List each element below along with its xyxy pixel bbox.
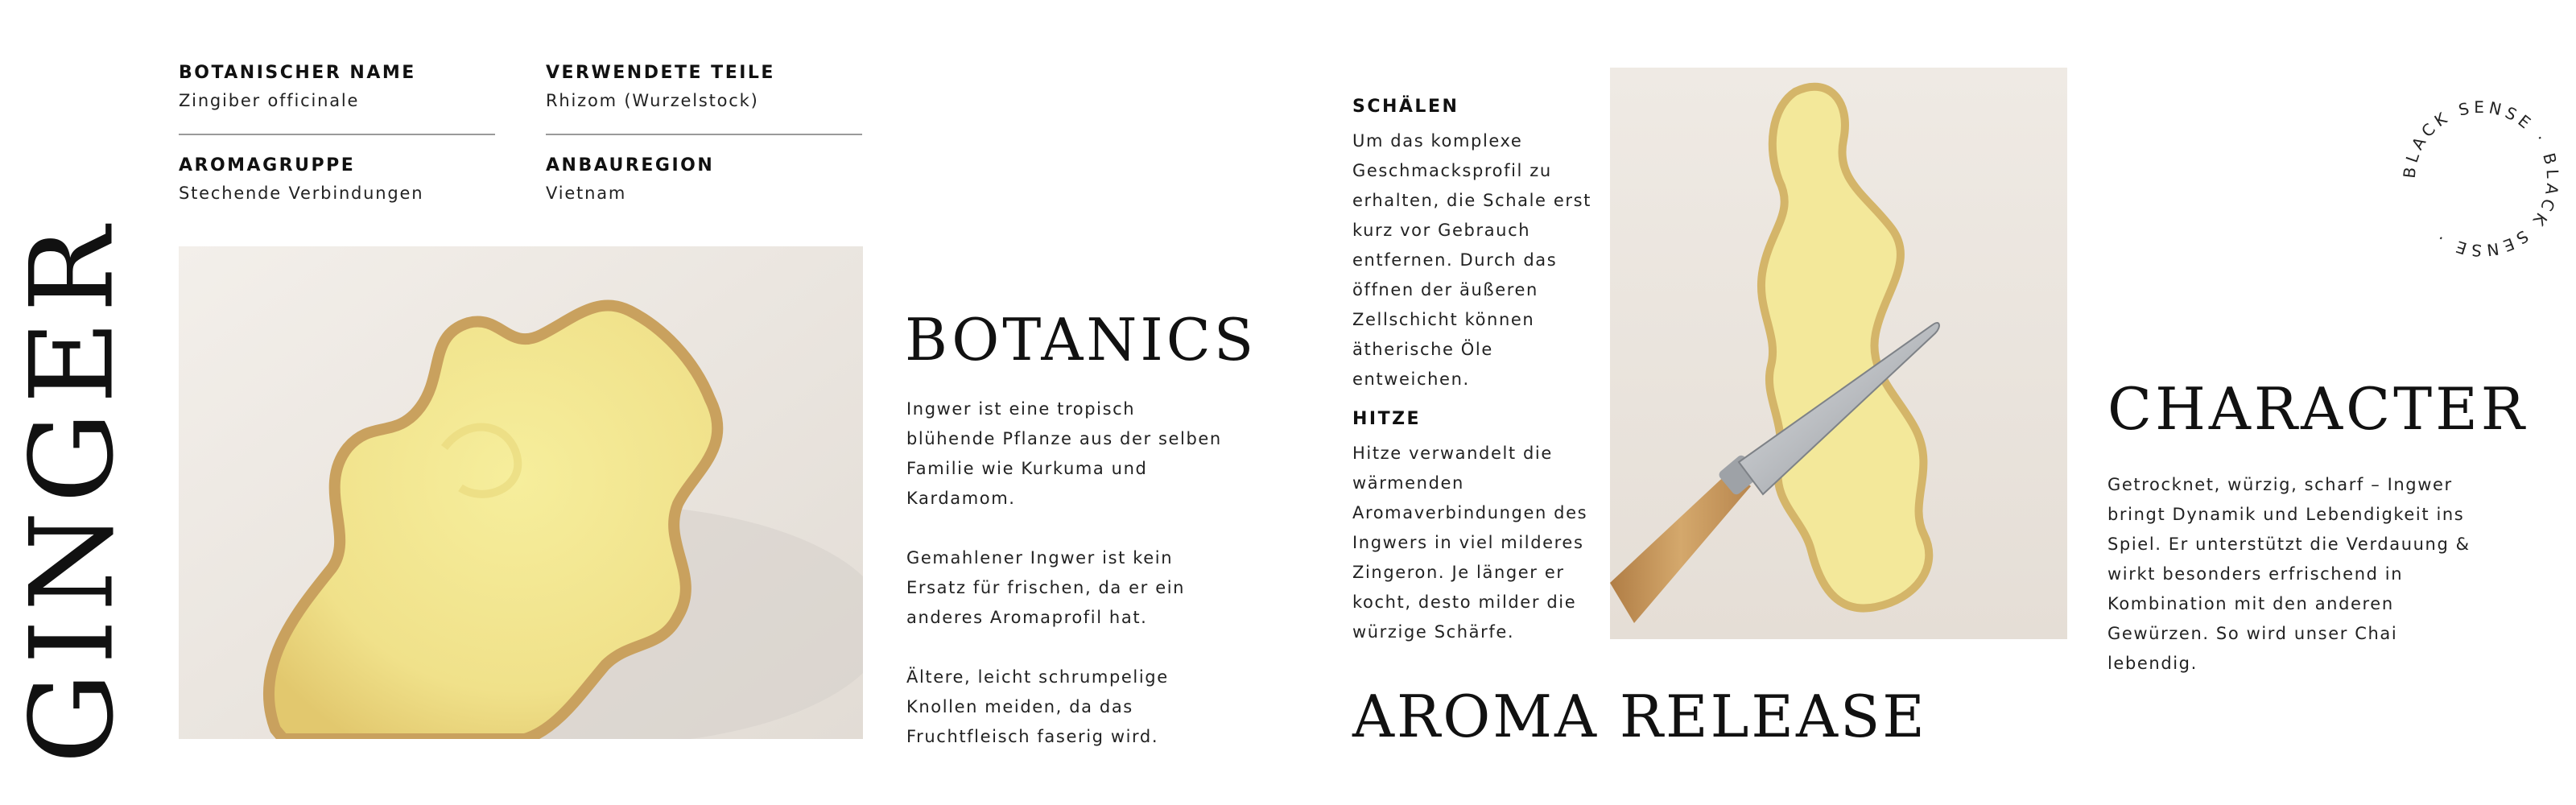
character-text: Getrocknet, würzig, scharf – Ingwer bringt Dynamik und Lebendigkeit ins Spiel. Er unterstützt die Verdauung & wirkt besonders erfrischend in Kombination mit den anderen Gewürzen. So wird unser Chai lebendig. xyxy=(2107,475,2471,673)
aroma-release-heading: AROMA RELEASE xyxy=(1352,683,1927,750)
brand-seal xyxy=(2401,74,2562,291)
region-value: Vietnam xyxy=(546,184,627,203)
botanics-paragraph-3: Ältere, leicht schrumpelige Knollen meiden, da das Fruchtfleisch faserig wird. xyxy=(906,667,1169,746)
hitze-label: HITZE xyxy=(1352,409,1422,429)
ginger-slice-photo xyxy=(179,246,863,739)
botanics-heading: BOTANICS xyxy=(905,306,1257,374)
aroma-group-label: AROMAGRUPPE xyxy=(179,155,356,175)
botanics-body xyxy=(906,394,1228,752)
botanics-paragraph-2: Gemahlener Ingwer ist kein Ersatz für frischen, da er ein anderes Aromaprofil hat. xyxy=(906,548,1186,627)
meta-aroma-group xyxy=(179,155,423,203)
hitze-section xyxy=(1352,409,1604,647)
meta-divider-right xyxy=(546,134,862,135)
hitze-text: Hitze verwandelt die wärmenden Aromaverbindungen des Ingwers in viel milderes Zingeron. Je länger er kocht, desto milder die würzige Schärfe. xyxy=(1352,444,1588,642)
svg-text:BLACK SENSE · BLACK SENSE · xyxy=(2401,97,2562,260)
meta-parts xyxy=(546,63,775,110)
botanical-name-label: BOTANISCHER NAME xyxy=(179,63,416,83)
character-body xyxy=(2107,470,2486,679)
botanics-paragraph-1: Ingwer ist eine tropisch blühende Pflanze aus der selben Familie wie Kurkuma und Kardamom. xyxy=(906,399,1222,508)
brand-seal-text: BLACK SENSE · BLACK SENSE · xyxy=(2401,97,2562,261)
parts-label: VERWENDETE TEILE xyxy=(546,63,775,83)
schaelen-section xyxy=(1352,97,1604,394)
schaelen-text: Um das komplexe Geschmacksprofil zu erhalten, die Schale erst kurz vor Gebrauch entfernen. Durch das öffnen der äußeren Zellschicht können ätherische Öle entweichen. xyxy=(1352,131,1591,389)
meta-region xyxy=(546,155,714,203)
meta-botanical-name xyxy=(179,63,416,110)
aroma-group-value: Stechende Verbindungen xyxy=(179,184,424,203)
page-title-vertical: GINGER xyxy=(6,218,139,764)
character-heading: CHARACTER xyxy=(2107,375,2528,443)
meta-divider-left xyxy=(179,134,495,135)
botanical-name-value: Zingiber officinale xyxy=(179,91,360,110)
schaelen-label: SCHÄLEN xyxy=(1352,97,1459,117)
region-label: ANBAUREGION xyxy=(546,155,715,175)
ginger-knife-photo xyxy=(1610,68,2067,639)
parts-value: Rhizom (Wurzelstock) xyxy=(546,91,759,110)
